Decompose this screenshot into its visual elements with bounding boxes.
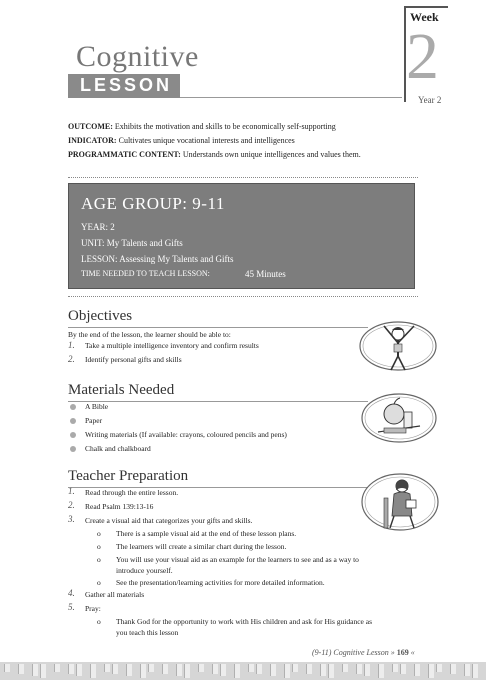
footer-pattern-mark <box>198 664 204 672</box>
materials-rule <box>68 401 368 402</box>
footer-pattern-mark <box>140 664 146 678</box>
footer-pattern-mark <box>292 664 298 672</box>
material-item: Chalk and chalkboard <box>85 444 151 453</box>
prep-sub-item-cont: introduce yourself. <box>116 566 173 575</box>
footer-page-info: (9-11) Cognitive Lesson » 169 « <box>312 648 415 657</box>
footer-pattern-mark <box>90 664 96 678</box>
prep-item: Pray: <box>85 604 101 613</box>
footer-pattern-mark <box>220 664 226 676</box>
age-group-box <box>68 183 415 289</box>
sub-bullet: o <box>97 542 101 551</box>
footer-pattern-mark <box>364 664 370 676</box>
footer-pattern-mark <box>270 664 276 676</box>
programmatic-content-line: PROGRAMMATIC CONTENT: Understands own unique intelligences and values them. <box>68 150 361 159</box>
outcome-line: OUTCOME: Exhibits the motivation and skills to be economically self-supporting <box>68 122 336 131</box>
prep-sub-item: See the presentation/learning activities for more detailed information. <box>116 578 325 587</box>
materials-title: Materials Needed <box>68 382 175 398</box>
material-item: Paper <box>85 416 103 425</box>
footer-pattern-mark <box>306 664 312 674</box>
objectives-rule <box>68 327 368 328</box>
teacher-reading-illustration <box>360 466 440 538</box>
unit-line: UNIT: My Talents and Gifts <box>81 238 183 248</box>
footer-pattern-mark <box>40 664 46 678</box>
footer-pattern-mark <box>162 664 168 674</box>
footer-pattern-mark <box>320 664 326 676</box>
footer-pattern-mark <box>18 664 24 674</box>
footer-pattern-mark <box>356 664 362 674</box>
prep-number: 5. <box>68 602 75 612</box>
footer-pattern-mark <box>472 664 478 678</box>
footer-pattern-mark <box>54 664 60 672</box>
objective-item: Take a multiple intelligence inventory and confirm results <box>85 341 259 350</box>
lesson-category-title: Cognitive <box>76 40 199 73</box>
footer-pattern-mark <box>104 664 110 672</box>
sub-bullet: o <box>97 555 101 564</box>
footer-pattern-mark <box>328 664 334 678</box>
footer-pattern-mark <box>4 664 10 672</box>
footer-pattern-mark <box>378 664 384 678</box>
week-label: Week <box>410 10 439 24</box>
lesson-label: LESSON <box>80 75 173 95</box>
footer-pattern-mark <box>76 664 82 676</box>
prep-sub-item: Thank God for the opportunity to work with His children and ask for His guidance as <box>116 617 372 626</box>
header-divider <box>180 97 402 98</box>
footer-pattern-mark <box>400 664 406 674</box>
prep-sub-item: The learners will create a similar chart during the lesson. <box>116 542 287 551</box>
footer-pattern-mark <box>450 664 456 674</box>
footer-pattern-mark <box>176 664 182 676</box>
teacher-prep-title: Teacher Preparation <box>68 468 189 484</box>
footer-pattern-mark <box>234 664 240 678</box>
year-line: YEAR: 2 <box>81 222 115 232</box>
prep-number: 2. <box>68 500 75 510</box>
prep-number: 3. <box>68 514 75 524</box>
lesson-label-bar <box>68 74 180 98</box>
footer-pattern-mark <box>248 664 254 672</box>
prep-item: Gather all materials <box>85 590 145 599</box>
footer-pattern-mark <box>112 664 118 674</box>
time-value: 45 Minutes <box>245 269 286 279</box>
child-reaching-illustration <box>358 312 438 376</box>
footer-pattern-mark <box>212 664 218 674</box>
material-item: Writing materials (If available: crayons, coloured pencils and pens) <box>85 430 287 439</box>
sub-bullet: o <box>97 578 101 587</box>
objectives-intro: By the end of the lesson, the learner should be able to: <box>68 330 231 339</box>
objective-item: Identify personal gifts and skills <box>85 355 182 364</box>
footer-pattern-mark <box>414 664 420 676</box>
sub-bullet: o <box>97 617 101 626</box>
bullet-icon <box>70 446 76 452</box>
footer-pattern-mark <box>256 664 262 674</box>
time-label: TIME NEEDED TO TEACH LESSON: <box>81 269 210 278</box>
bullet-icon <box>70 432 76 438</box>
prep-number: 1. <box>68 486 75 496</box>
week-number: 2 <box>406 20 439 93</box>
bullet-icon <box>70 404 76 410</box>
footer-decorative-strip <box>0 662 486 680</box>
bullet-icon <box>70 418 76 424</box>
prep-sub-item: You will use your visual aid as an example for the learners to see and as a way to <box>116 555 359 564</box>
sub-bullet: o <box>97 529 101 538</box>
divider-top <box>68 177 418 178</box>
year-label: Year 2 <box>418 95 442 105</box>
footer-pattern-mark <box>436 664 442 672</box>
footer-pattern-mark <box>184 664 190 678</box>
prep-item: Create a visual aid that categorizes your gifts and skills. <box>85 516 253 525</box>
prep-item: Read through the entire lesson. <box>85 488 179 497</box>
footer-pattern-mark <box>342 664 348 672</box>
age-group-title: AGE GROUP: 9-11 <box>81 194 225 213</box>
objective-number: 1. <box>68 340 75 350</box>
divider-bottom <box>68 296 418 297</box>
footer-pattern-mark <box>284 664 290 678</box>
footer-pattern-mark <box>32 664 38 676</box>
objectives-title: Objectives <box>68 308 133 324</box>
footer-pattern-mark <box>464 664 470 676</box>
prep-sub-item-cont: you teach this lesson <box>116 628 179 637</box>
objective-number: 2. <box>68 354 75 364</box>
school-supplies-illustration <box>360 388 438 446</box>
material-item: A Bible <box>85 402 109 411</box>
lesson-line: LESSON: Assessing My Talents and Gifts <box>81 254 234 264</box>
footer-pattern-mark <box>68 664 74 674</box>
prep-number: 4. <box>68 588 75 598</box>
prep-sub-item: There is a sample visual aid at the end of these lesson plans. <box>116 529 297 538</box>
footer-pattern-mark <box>126 664 132 676</box>
footer-pattern-mark <box>428 664 434 678</box>
indicator-line: INDICATOR: Cultivates unique vocational interests and intelligences <box>68 136 295 145</box>
prep-item: Read Psalm 139:13-16 <box>85 502 154 511</box>
footer-pattern-mark <box>392 664 398 672</box>
footer-pattern-mark <box>148 664 154 672</box>
